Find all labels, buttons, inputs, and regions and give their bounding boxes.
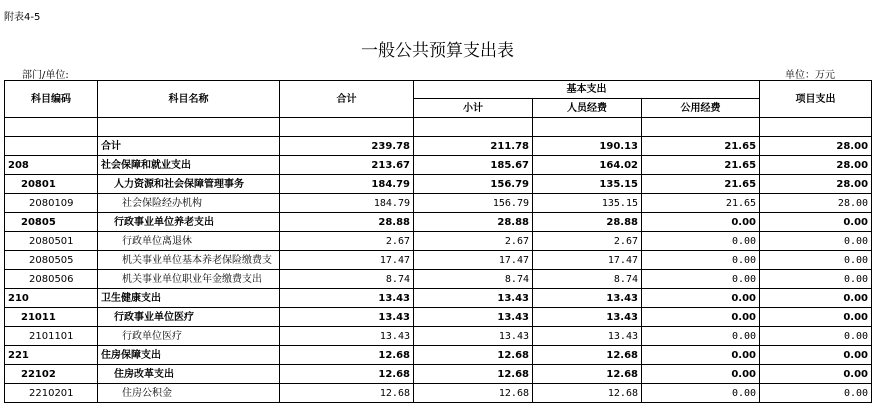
table-row bbox=[5, 251, 872, 270]
cell-public: 0.00 bbox=[642, 213, 760, 232]
budget-table bbox=[4, 80, 872, 403]
cell-code: 21011 bbox=[5, 308, 98, 327]
page-title: 一般公共预算支出表 bbox=[361, 41, 514, 61]
cell-personnel: 190.13 bbox=[533, 137, 642, 156]
cell-total: 8.74 bbox=[280, 270, 414, 289]
cell-code: 2080506 bbox=[5, 270, 98, 289]
cell-subtotal: 185.67 bbox=[414, 156, 533, 175]
cell-public: 21.65 bbox=[642, 137, 760, 156]
cell-subtotal: 13.43 bbox=[414, 327, 533, 346]
cell-total: 184.79 bbox=[280, 175, 414, 194]
cell-name: 行政单位医疗 bbox=[98, 327, 280, 346]
cell-subtotal: 211.78 bbox=[414, 137, 533, 156]
col-personnel-header: 人员经费 bbox=[533, 99, 642, 118]
cell-name: 机关事业单位职业年金缴费支出 bbox=[98, 270, 280, 289]
col-total-header: 合计 bbox=[280, 81, 414, 118]
table-row bbox=[5, 289, 872, 308]
table-body bbox=[5, 118, 872, 403]
col-public-header: 公用经费 bbox=[642, 99, 760, 118]
table-row bbox=[5, 213, 872, 232]
cell-total: 13.43 bbox=[280, 327, 414, 346]
cell-personnel: 164.02 bbox=[533, 156, 642, 175]
cell-total: 12.68 bbox=[280, 384, 414, 403]
cell-project: 0.00 bbox=[760, 365, 872, 384]
cell-name: 行政事业单位养老支出 bbox=[98, 213, 280, 232]
spacer-row bbox=[5, 118, 872, 137]
cell-total: 13.43 bbox=[280, 289, 414, 308]
cell-public: 21.65 bbox=[642, 175, 760, 194]
cell-subtotal: 8.74 bbox=[414, 270, 533, 289]
table-row bbox=[5, 327, 872, 346]
cell-total: 17.47 bbox=[280, 251, 414, 270]
cell-subtotal: 156.79 bbox=[414, 175, 533, 194]
cell-total: 12.68 bbox=[280, 346, 414, 365]
cell-code: 2080505 bbox=[5, 251, 98, 270]
table-row bbox=[5, 365, 872, 384]
cell-project: 28.00 bbox=[760, 175, 872, 194]
cell-subtotal: 13.43 bbox=[414, 289, 533, 308]
cell-total: 12.68 bbox=[280, 365, 414, 384]
cell-subtotal: 12.68 bbox=[414, 346, 533, 365]
table-row bbox=[5, 175, 872, 194]
table-row bbox=[5, 346, 872, 365]
col-code-header: 科目编码 bbox=[5, 81, 98, 118]
cell-subtotal: 13.43 bbox=[414, 308, 533, 327]
col-project-header: 项目支出 bbox=[760, 81, 872, 118]
cell-code: 20805 bbox=[5, 213, 98, 232]
cell-name: 社会保险经办机构 bbox=[98, 194, 280, 213]
cell-project: 0.00 bbox=[760, 232, 872, 251]
table-row bbox=[5, 137, 872, 156]
cell-code: 2080501 bbox=[5, 232, 98, 251]
cell-project: 28.00 bbox=[760, 194, 872, 213]
cell-name: 行政单位离退休 bbox=[98, 232, 280, 251]
col-name-header: 科目名称 bbox=[98, 81, 280, 118]
cell-code: 210 bbox=[5, 289, 98, 308]
attachment-label: 附表4-5 bbox=[4, 12, 41, 23]
cell-subtotal: 2.67 bbox=[414, 232, 533, 251]
cell-personnel: 13.43 bbox=[533, 308, 642, 327]
department-label: 部门/单位: bbox=[22, 70, 69, 81]
cell-public: 0.00 bbox=[642, 308, 760, 327]
cell-total: 239.78 bbox=[280, 137, 414, 156]
cell-code: 2101101 bbox=[5, 327, 98, 346]
col-basic-header: 基本支出 bbox=[414, 81, 760, 99]
table-row bbox=[5, 270, 872, 289]
cell-name: 人力资源和社会保障管理事务 bbox=[98, 175, 280, 194]
cell-project: 0.00 bbox=[760, 270, 872, 289]
cell-subtotal: 12.68 bbox=[414, 384, 533, 403]
cell-personnel: 12.68 bbox=[533, 346, 642, 365]
cell-name: 合计 bbox=[98, 137, 280, 156]
cell-project: 0.00 bbox=[760, 308, 872, 327]
cell-code bbox=[5, 137, 98, 156]
cell-total: 213.67 bbox=[280, 156, 414, 175]
cell-personnel: 13.43 bbox=[533, 327, 642, 346]
table-row bbox=[5, 156, 872, 175]
cell-public: 0.00 bbox=[642, 346, 760, 365]
cell-project: 0.00 bbox=[760, 346, 872, 365]
col-subtotal-header: 小计 bbox=[414, 99, 533, 118]
table-row bbox=[5, 384, 872, 403]
cell-subtotal: 28.88 bbox=[414, 213, 533, 232]
cell-code: 20801 bbox=[5, 175, 98, 194]
cell-total: 2.67 bbox=[280, 232, 414, 251]
cell-personnel: 28.88 bbox=[533, 213, 642, 232]
cell-project: 28.00 bbox=[760, 156, 872, 175]
cell-public: 0.00 bbox=[642, 232, 760, 251]
cell-public: 0.00 bbox=[642, 384, 760, 403]
cell-personnel: 17.47 bbox=[533, 251, 642, 270]
table-row bbox=[5, 194, 872, 213]
cell-project: 28.00 bbox=[760, 137, 872, 156]
cell-code: 208 bbox=[5, 156, 98, 175]
cell-subtotal: 17.47 bbox=[414, 251, 533, 270]
cell-project: 0.00 bbox=[760, 384, 872, 403]
cell-personnel: 135.15 bbox=[533, 194, 642, 213]
cell-name: 住房公积金 bbox=[98, 384, 280, 403]
cell-total: 184.79 bbox=[280, 194, 414, 213]
cell-name: 机关事业单位基本养老保险缴费支 bbox=[98, 251, 280, 270]
cell-public: 0.00 bbox=[642, 251, 760, 270]
cell-name: 行政事业单位医疗 bbox=[98, 308, 280, 327]
cell-project: 0.00 bbox=[760, 327, 872, 346]
cell-code: 221 bbox=[5, 346, 98, 365]
cell-subtotal: 12.68 bbox=[414, 365, 533, 384]
table-header bbox=[5, 81, 872, 118]
cell-name: 住房保障支出 bbox=[98, 346, 280, 365]
cell-public: 0.00 bbox=[642, 365, 760, 384]
cell-code: 2210201 bbox=[5, 384, 98, 403]
cell-personnel: 135.15 bbox=[533, 175, 642, 194]
cell-public: 0.00 bbox=[642, 327, 760, 346]
cell-public: 21.65 bbox=[642, 194, 760, 213]
cell-project: 0.00 bbox=[760, 289, 872, 308]
table-row bbox=[5, 308, 872, 327]
cell-project: 0.00 bbox=[760, 213, 872, 232]
cell-total: 13.43 bbox=[280, 308, 414, 327]
cell-name: 社会保障和就业支出 bbox=[98, 156, 280, 175]
cell-personnel: 12.68 bbox=[533, 365, 642, 384]
cell-code: 2080109 bbox=[5, 194, 98, 213]
cell-name: 卫生健康支出 bbox=[98, 289, 280, 308]
cell-personnel: 13.43 bbox=[533, 289, 642, 308]
cell-total: 28.88 bbox=[280, 213, 414, 232]
cell-name: 住房改革支出 bbox=[98, 365, 280, 384]
cell-public: 0.00 bbox=[642, 289, 760, 308]
table-row bbox=[5, 232, 872, 251]
cell-personnel: 12.68 bbox=[533, 384, 642, 403]
unit-label: 单位：万元 bbox=[785, 70, 835, 81]
cell-public: 21.65 bbox=[642, 156, 760, 175]
cell-personnel: 8.74 bbox=[533, 270, 642, 289]
cell-subtotal: 156.79 bbox=[414, 194, 533, 213]
cell-project: 0.00 bbox=[760, 251, 872, 270]
cell-public: 0.00 bbox=[642, 270, 760, 289]
cell-personnel: 2.67 bbox=[533, 232, 642, 251]
cell-code: 22102 bbox=[5, 365, 98, 384]
